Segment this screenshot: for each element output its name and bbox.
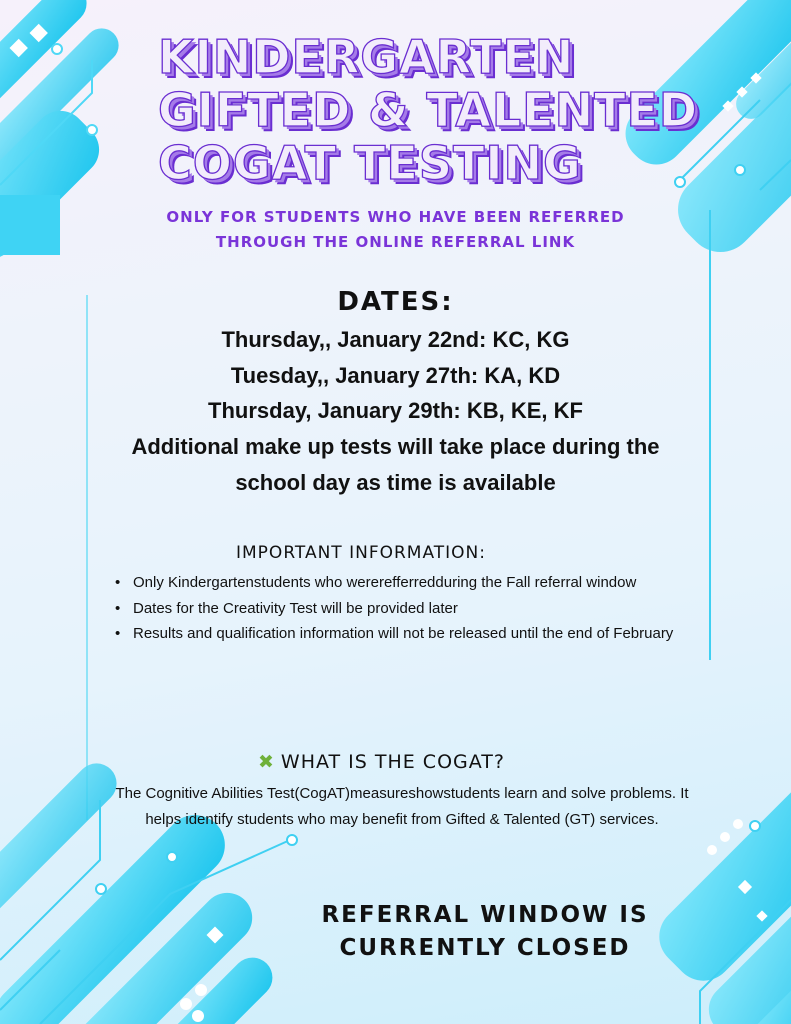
important-list xyxy=(113,570,713,647)
list-item: • Only Kindergartenstudents who wererefferredduring the Fall referral window xyxy=(113,570,713,596)
makeup-line-2: school day as time is available xyxy=(235,470,556,495)
referral-status-line-2: CURRENTLY CLOSED xyxy=(339,935,631,961)
cogat-heading-text: WHAT IS THE COGAT? xyxy=(280,751,505,773)
dates-heading: DATES: xyxy=(337,287,454,317)
makeup-line-1: Additional make up tests will take place during the xyxy=(131,434,660,459)
title-line-2: GIFTED & TALENTED xyxy=(158,83,699,137)
cogat-heading xyxy=(258,751,505,773)
list-item: • Dates for the Creativity Test will be provided later xyxy=(113,596,713,622)
date-line-1: Thursday,, January 22nd: KC, KG xyxy=(221,327,570,352)
title-line-1: KINDERGARTEN xyxy=(158,30,575,84)
list-item: • Results and qualification information will not be released until the end of February xyxy=(113,621,713,647)
puzzle-icon: ✖ xyxy=(258,751,275,773)
referral-status-line-1: REFERRAL WINDOW IS xyxy=(321,902,649,928)
date-line-2: Tuesday,, January 27th: KA, KD xyxy=(230,363,561,388)
subtitle-line-2: THROUGH THE ONLINE REFERRAL LINK xyxy=(215,233,576,251)
cogat-description: The Cognitive Abilities Test(CogAT)measureshowstudents learn and solve problems. It helps identify students who may benefit from Gifted & Talented (GT) services. xyxy=(115,785,689,828)
date-line-3: Thursday, January 29th: KB, KE, KF xyxy=(208,398,583,423)
title-line-3: COGAT TESTING xyxy=(158,136,582,190)
subtitle-line-1: ONLY FOR STUDENTS WHO HAVE BEEN REFERRED xyxy=(166,208,625,226)
important-heading: IMPORTANT INFORMATION: xyxy=(236,543,486,563)
